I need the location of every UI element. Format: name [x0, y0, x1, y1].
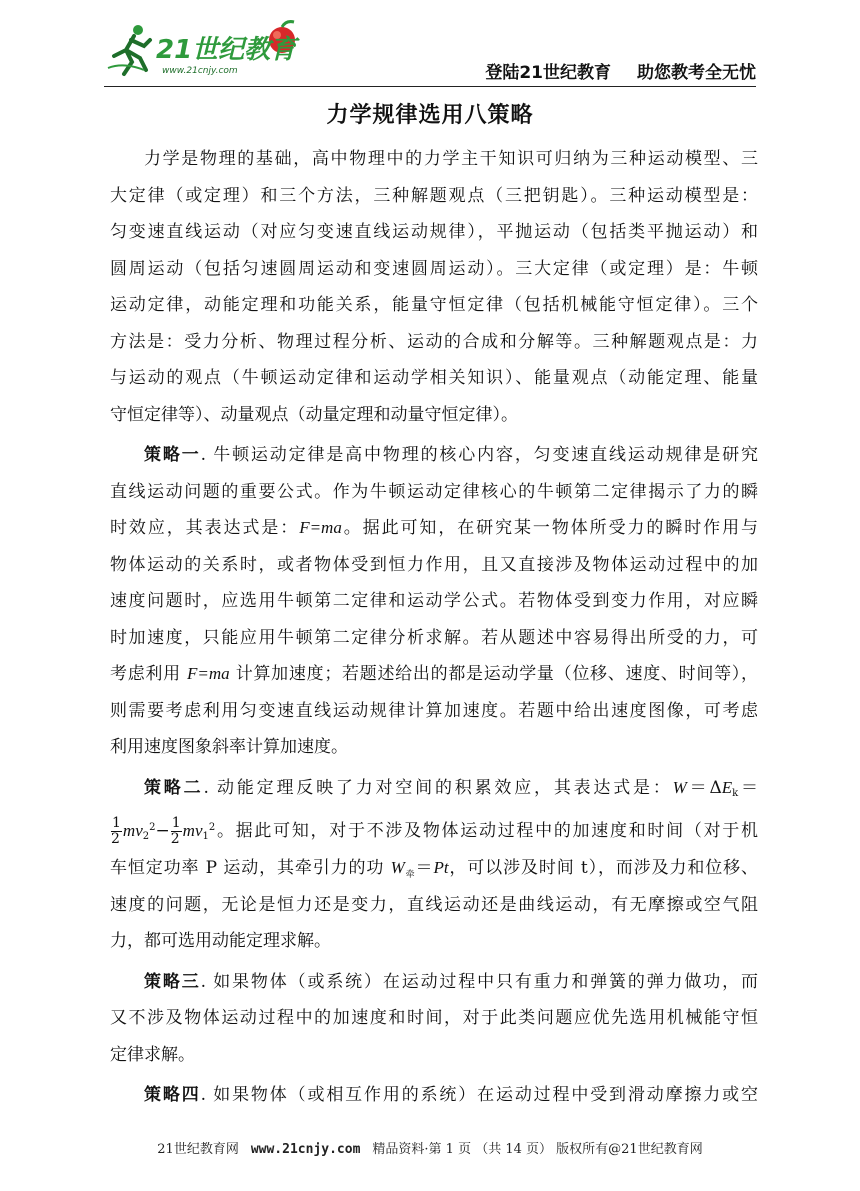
paragraph-line: 方法是：受力分析、物理过程分析、运动的合成和分解等。三种解题观点是：力	[110, 331, 758, 352]
paragraph-line: 物体运动的关系时，或者物体受到恒力作用，且又直接涉及物体运动过程中的加	[110, 554, 758, 575]
slogan-help: 助您教考全无忧	[637, 63, 756, 83]
paragraph-line: 定律求解。	[110, 1044, 195, 1065]
document-title: 力学规律选用八策略	[326, 103, 534, 128]
paragraph-line: 考虑利用 F=ma 计算加速度；若题述给出的都是运动学量（位移、速度、时间等），	[110, 664, 758, 684]
fraction-half: $\frac{1}{2}$	[111, 815, 121, 847]
paragraph-line: 运动定律，动能定理和功能关系，能量守恒定律（包括机械能守恒定律）。三个	[110, 295, 758, 315]
strategy-2-label: 策略二	[144, 777, 204, 798]
document-body	[110, 141, 758, 1114]
paragraph-line: 与运动的观点（牛顿运动定律和运动学相关知识）、能量观点（动能定理、能量	[110, 368, 758, 388]
paragraph-line: 时效应，其表达式是：F=ma。据此可知，在研究某一物体所受力的瞬时作用与	[110, 518, 758, 538]
paragraph-line: 速度的问题，无论是恒力还是变力，直线运动还是曲线运动，有无摩擦或空气阻	[110, 894, 758, 915]
footer-page-info: 精品资料·第 1 页 （共 14 页） 版权所有@21世纪教育网	[372, 1142, 703, 1157]
paragraph-line: 则需要考虑利用匀变速直线运动规律计算加速度。若题中给出速度图像，可考虑	[110, 700, 758, 721]
21cnjy-logo[interactable]	[104, 18, 304, 80]
formula-f-ma: F=ma	[299, 518, 342, 537]
strategy-3-line: 策略三. 如果物体（或系统）在运动过程中只有重力和弹簧的弹力做功，而	[144, 971, 758, 992]
header-divider	[104, 86, 756, 87]
slogan-login: 登陆21世纪教育	[485, 63, 611, 83]
paragraph-line: 圆周运动（包括匀速圆周运动和变速圆周运动）。三大定律（或定理）是：牛顿	[110, 258, 758, 279]
paragraph-line: 速度问题时，应选用牛顿第二定律和运动学公式。若物体受到变力作用，对应瞬	[110, 591, 758, 611]
page-footer	[0, 1138, 860, 1157]
strategy-4-label: 策略四	[144, 1085, 201, 1105]
strategy-3-label: 策略三	[144, 971, 201, 992]
paragraph-line: 车恒定功率 P 运动，其牵引力的功 $W_牵=Pt$，可以涉及时间 t），而涉及力和位移、	[110, 858, 758, 880]
paragraph-line: 匀变速直线运动（对应匀变速直线运动规律），平抛运动（包括类平抛运动）和	[110, 222, 758, 242]
paragraph-line: 直线运动问题的重要公式。作为牛顿运动定律核心的牛顿第二定律揭示了力的瞬	[110, 481, 758, 502]
header-slogan	[485, 58, 756, 83]
paragraph-line: 又不涉及物体运动过程中的加速度和时间，对于此类问题应优先选用机械能守恒	[110, 1008, 758, 1028]
footer-site: 21世纪教育网	[157, 1142, 239, 1157]
strategy-1-label: 策略一	[144, 445, 201, 465]
runner-icon	[108, 25, 150, 74]
formula-f-ma: F=ma	[186, 664, 230, 683]
paragraph-line: 大定律（或定理）和三个方法，三种解题观点（三把钥匙）。三种运动模型是：	[110, 185, 758, 206]
paragraph-line: 力，都可选用动能定理求解。	[110, 931, 331, 951]
paragraph-line: 利用速度图象斜率计算加速度。	[110, 737, 348, 757]
svg-text:www.21cnjy.com: www.21cnjy.com	[162, 66, 238, 76]
strategy-2-line: 策略二. 动能定理反映了力对空间的积累效应，其表达式是：$W=\Delta E_k=$	[144, 777, 758, 799]
kinetic-energy-formula-line: $\frac{1}{2}$ $mv_2^2-$ $\frac{1}{2}$ $mv_1^2$。据此可知，对于不涉及物体运动过程中的加速度和时间（对于机	[111, 815, 758, 847]
paragraph-line: 力学是物理的基础，高中物理中的力学主干知识可归纳为三种运动模型、三	[144, 149, 758, 169]
strategy-4-line: 策略四. 如果物体（或相互作用的系统）在运动过程中受到滑动摩擦力或空	[144, 1085, 758, 1105]
fraction-half: $\frac{1}{2}$	[170, 815, 181, 847]
paragraph-line: 守恒定律等）、动量观点（动量定理和动量守恒定律）。	[110, 404, 518, 425]
page-header	[104, 14, 756, 84]
svg-text:21世纪教育: 21世纪教育	[156, 35, 297, 65]
strategy-1-line: 策略一. 牛顿运动定律是高中物理的核心内容，匀变速直线运动规律是研究	[144, 445, 758, 465]
footer-url-link[interactable]: www.21cnjy.com	[250, 1142, 361, 1157]
paragraph-line: 时加速度，只能应用牛顿第二定律分析求解。若从题述中容易得出所受的力，可	[110, 627, 758, 648]
